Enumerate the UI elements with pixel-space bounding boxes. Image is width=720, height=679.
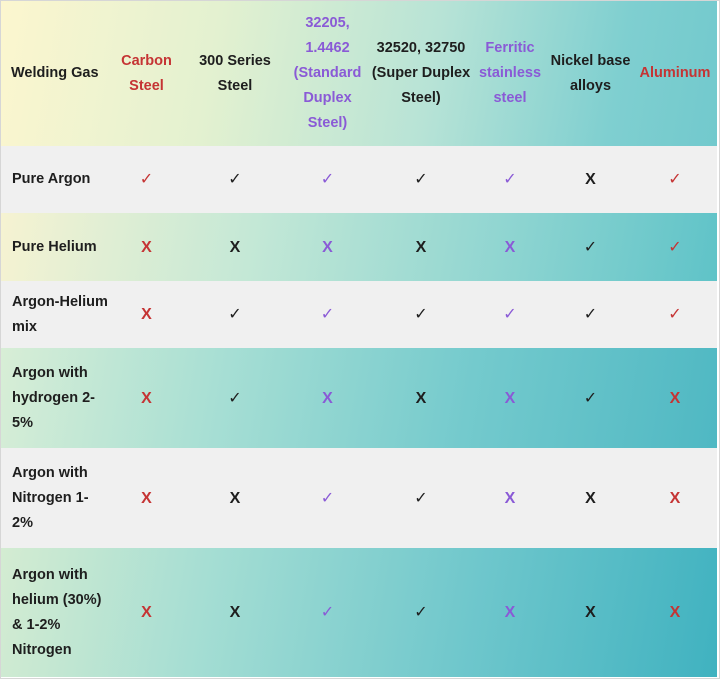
compat-cell: X: [141, 306, 152, 323]
compat-cell: ✓: [668, 306, 682, 323]
header-standard-duplex-steel: 32205, 1.4462 (Standard Duplex Steel): [293, 15, 362, 131]
header-aluminum: Aluminum: [639, 65, 711, 81]
compat-cell: X: [141, 604, 152, 621]
compat-cell: X: [504, 489, 516, 507]
compat-cell: X: [322, 238, 333, 256]
compat-cell: ✓: [583, 238, 598, 256]
compat-cell: ✓: [668, 171, 682, 188]
table-row: [1, 213, 717, 281]
header-row: [1, 1, 717, 146]
compat-cell: X: [585, 489, 596, 507]
compat-cell: X: [415, 238, 427, 256]
gas-label: Pure Helium: [12, 238, 97, 255]
header-ferritic-stainless-steel: Ferritic stainless steel: [478, 40, 542, 106]
compat-cell: ✓: [583, 389, 598, 407]
gas-label: Argon with hydrogen 2- 5%: [12, 364, 95, 431]
gas-label: Argon with Nitrogen 1-2%: [12, 464, 89, 531]
compat-cell: X: [504, 238, 516, 256]
compat-cell: X: [669, 604, 681, 621]
compat-cell: ✓: [320, 489, 335, 507]
compat-cell: X: [504, 389, 516, 407]
compat-cell: ✓: [228, 389, 242, 407]
compat-cell: ✓: [503, 171, 517, 188]
compat-cell: X: [141, 389, 152, 407]
compat-cell: ✓: [583, 306, 598, 323]
gas-label: Pure Argon: [12, 171, 91, 187]
compat-cell: X: [415, 389, 427, 407]
compat-cell: X: [669, 489, 681, 507]
compat-cell: X: [504, 604, 516, 621]
table-row: [1, 548, 717, 677]
compat-cell: ✓: [228, 306, 242, 323]
header-super-duplex-steel: 32520, 32750 (Super Duplex Steel): [371, 40, 471, 106]
compat-cell: ✓: [139, 171, 154, 188]
compat-cell: ✓: [228, 171, 242, 188]
header-300-series-steel: 300 Series Steel: [199, 52, 271, 94]
compat-cell: ✓: [414, 171, 428, 188]
compat-cell: ✓: [320, 171, 335, 188]
gas-label: Argon-Helium mix: [12, 293, 108, 335]
table-row: [1, 281, 717, 348]
compat-cell: X: [229, 238, 241, 256]
header-welding-gas: Welding Gas: [11, 65, 99, 81]
compat-cell: ✓: [668, 238, 682, 256]
compat-cell: X: [585, 604, 596, 621]
compat-cell: X: [229, 604, 241, 621]
compat-cell: ✓: [414, 604, 428, 621]
header-nickel-base-alloys: Nickel base alloys: [550, 52, 631, 94]
compat-cell: X: [141, 489, 152, 507]
table-row: [1, 448, 717, 548]
compat-cell: ✓: [414, 306, 428, 323]
compat-cell: ✓: [503, 306, 517, 323]
welding-gas-table: [1, 1, 717, 677]
header-carbon-steel: Carbon Steel: [121, 52, 172, 94]
compat-cell: ✓: [414, 489, 428, 507]
compat-cell: ✓: [320, 306, 335, 323]
compat-cell: X: [585, 171, 596, 188]
compat-cell: X: [141, 238, 152, 256]
table-row: [1, 348, 717, 448]
compat-cell: ✓: [320, 604, 335, 621]
compat-cell: X: [229, 489, 241, 507]
compat-cell: X: [669, 389, 681, 407]
compat-cell: X: [322, 389, 333, 407]
table-row: [1, 146, 717, 213]
gas-label: Argon with helium (30%) & 1-2% Nitrogen: [12, 566, 102, 658]
